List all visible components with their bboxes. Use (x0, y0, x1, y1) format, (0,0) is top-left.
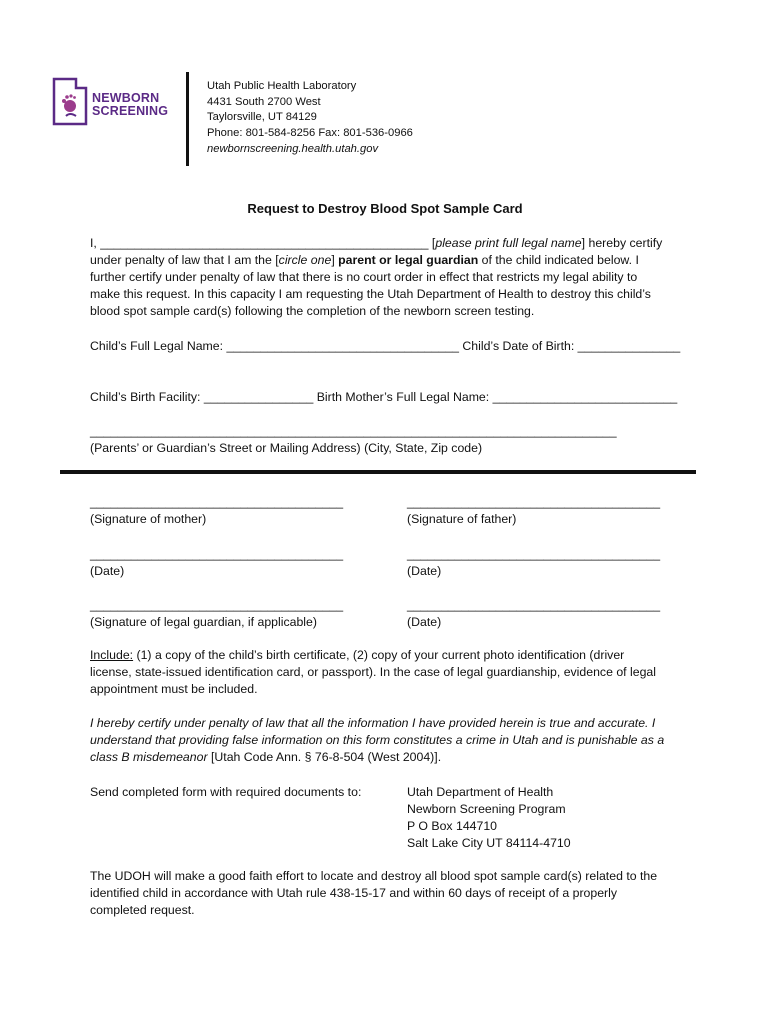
text: of the child indicated below. I (478, 253, 639, 267)
footer-line-2: identified child in accordance with Utah rule 438-15-17 and within 60 days of receipt of a properly (90, 886, 618, 900)
date-line[interactable]: _____________________________________ (407, 547, 661, 561)
text: ] (331, 253, 339, 267)
include-line-2: license, state-issued identification card, or passport). In the case of legal guardianship, evidence of legal (90, 665, 656, 679)
section-divider (60, 470, 696, 474)
website-link[interactable]: newbornscreening.health.utah.gov (207, 142, 379, 155)
date-label: (Date) (90, 564, 125, 578)
include-label: Include: (90, 648, 134, 662)
text: (1) a copy of the child’s birth certificate, (2) copy of your current photo identification (driver (133, 648, 625, 662)
parent-address-label: (Parents’ or Guardian’s Street or Mailing Address) (City, State, Zip code) (90, 441, 483, 455)
text: I, ________________________________________________ [ (90, 236, 436, 250)
certify-line-5: blood spot sample card(s) following the completion of the newborn screen testing. (90, 304, 535, 318)
signature-line[interactable]: _____________________________________ (407, 495, 661, 509)
signature-label: (Signature of father) (407, 512, 517, 526)
footer-paragraph (90, 868, 690, 919)
logo-text (92, 92, 168, 118)
signature-label: (Signature of mother) (90, 512, 207, 526)
date-guardian[interactable] (407, 597, 677, 631)
logo-line-1: NEWBORN (92, 91, 160, 105)
text: circle one (278, 253, 332, 267)
child-name-dob-fields[interactable]: Child’s Full Legal Name: __________________________________ Child’s Date of Birth: _______________ (90, 339, 681, 353)
mailing-line: Salt Lake City UT 84114-4710 (407, 836, 571, 850)
lab-address (207, 79, 413, 158)
date-label: (Date) (407, 615, 442, 629)
date-label: (Date) (407, 564, 442, 578)
date-line[interactable]: _____________________________________ (407, 598, 661, 612)
attest-line-3 (90, 749, 690, 766)
signature-label: (Signature of legal guardian, if applicable) (90, 615, 317, 629)
attest-line-2: understand that providing false information on this form constitutes a crime in Utah and is punishable as a (90, 733, 665, 747)
certify-line-1 (90, 235, 690, 252)
logo-line-2: SCREENING (92, 104, 169, 118)
birth-facility-mother-fields[interactable]: Child’s Birth Facility: ________________ Birth Mother’s Full Legal Name: ___________________________ (90, 390, 678, 404)
date-father[interactable] (407, 546, 677, 580)
attestation-paragraph (90, 715, 690, 766)
signature-line[interactable]: _____________________________________ (90, 495, 344, 509)
certify-paragraph (90, 235, 690, 320)
text: please print full legal name (435, 236, 582, 250)
certify-line-3: further certify under penalty of law that there is no court order in effect that restricts my legal ability to (90, 270, 638, 284)
include-paragraph (90, 647, 690, 698)
signature-mother[interactable] (90, 494, 360, 528)
mailing-address (407, 784, 571, 852)
include-line-3: appointment must be included. (90, 682, 258, 696)
mailing-line: Utah Department of Health (407, 785, 554, 799)
date-mother[interactable] (90, 546, 360, 580)
signature-father[interactable] (407, 494, 677, 528)
certify-line-4: make this request. In this capacity I am requesting the Utah Department of Health to destroy this child’s (90, 287, 651, 301)
send-label: Send completed form with required documents to: (90, 785, 362, 799)
page-title: Request to Destroy Blood Spot Sample Card (247, 201, 523, 216)
signature-line[interactable]: _____________________________________ (90, 598, 344, 612)
footer-line-1: The UDOH will make a good faith effort to locate and destroy all blood spot sample card(s) related to the (90, 869, 658, 883)
date-line[interactable]: _____________________________________ (90, 547, 344, 561)
mailing-line: P O Box 144710 (407, 819, 498, 833)
text: [Utah Code Ann. § 76-8-504 (West 2004)]. (207, 750, 442, 764)
mailing-line: Newborn Screening Program (407, 802, 566, 816)
header-divider (186, 72, 189, 166)
text: under penalty of law that I am the [ (90, 253, 279, 267)
address-line: Taylorsville, UT 84129 (207, 111, 317, 124)
text: class B misdemeanor (90, 750, 208, 764)
address-line: Utah Public Health Laboratory (207, 80, 357, 92)
address-line: 4431 South 2700 West (207, 95, 321, 108)
certify-line-2 (90, 252, 690, 269)
signature-guardian[interactable] (90, 597, 360, 631)
footer-line-3: completed request. (90, 903, 195, 917)
text: ] hereby certify (581, 236, 663, 250)
text: parent or legal guardian (338, 253, 479, 267)
attest-line-1: I hereby certify under penalty of law that all the information I have provided herein is true and accurate. I (90, 716, 656, 730)
parent-address-field[interactable]: _____________________________________________________________________________ (90, 424, 617, 438)
include-line-1 (90, 647, 690, 664)
address-line: Phone: 801-584-8256 Fax: 801-536-0966 (207, 127, 413, 140)
